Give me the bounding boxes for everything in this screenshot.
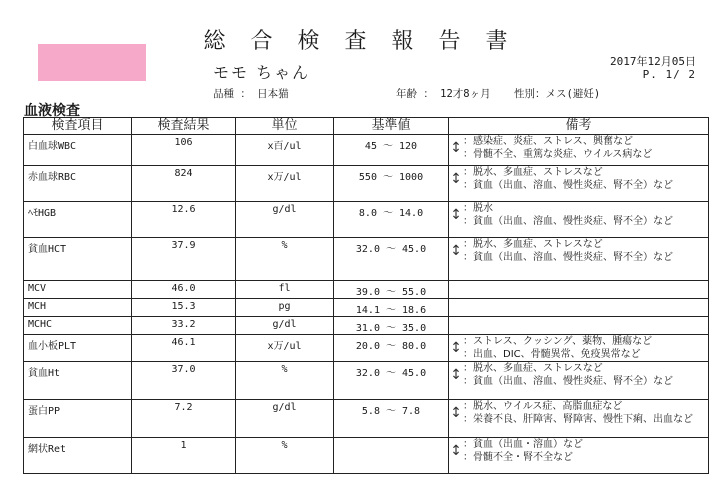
remarks <box>449 299 709 317</box>
table-header-row <box>24 118 709 135</box>
unit-text: % <box>281 440 288 451</box>
result-value-text: 37.0 <box>171 364 196 375</box>
result-value-text: 7.2 <box>174 402 193 413</box>
item-name <box>24 317 132 335</box>
reference-range-text: 14.1 ～ 18.6 <box>355 305 427 316</box>
item-name <box>24 335 132 362</box>
table-row <box>24 281 709 299</box>
unit-text: x百/ul <box>267 141 302 152</box>
section-title: 血液検査 <box>24 103 80 119</box>
reference-range <box>334 299 449 317</box>
reference-range <box>334 202 449 238</box>
remarks <box>449 281 709 299</box>
unit <box>236 299 334 317</box>
header-result: 検査結果 <box>132 118 236 135</box>
result-value <box>132 400 236 438</box>
unit-text: x万/ul <box>267 341 302 352</box>
remark-line: ：脱水 <box>463 203 493 214</box>
result-value-text: 15.3 <box>171 301 196 312</box>
result-value <box>132 299 236 317</box>
remark-line: ：脱水、多血症、ストレスなど <box>463 167 603 178</box>
remark-line: ：脱水、ウイルス症、高脂血症など <box>463 401 623 412</box>
remarks <box>449 166 709 202</box>
table-row <box>24 166 709 202</box>
table-row <box>24 335 709 362</box>
reference-range <box>334 166 449 202</box>
item-name <box>24 166 132 202</box>
item-name-text: MCHC <box>28 319 53 330</box>
reference-range <box>334 317 449 335</box>
age: 年齢 ： 12才8ヶ月 <box>396 88 491 100</box>
item-name-text: 蛋白PP <box>28 406 61 417</box>
table-row <box>24 202 709 238</box>
table-row <box>24 400 709 438</box>
result-value-text: 824 <box>174 168 193 179</box>
breed: 品種 ： 日本猫 <box>213 88 289 100</box>
reference-range-text: 550 ～ 1000 <box>358 172 424 183</box>
result-value-text: 46.0 <box>171 283 196 294</box>
item-name-text: 血小板PLT <box>28 341 77 352</box>
result-value <box>132 362 236 400</box>
reference-range-text: 32.0 ～ 45.0 <box>355 368 427 379</box>
header-range: 基準値 <box>334 118 449 135</box>
remark-line: ：貧血（出血、溶血、慢性炎症、腎不全）など <box>463 252 673 263</box>
up-down-arrow-icon: ↕ <box>450 405 462 421</box>
result-value <box>132 166 236 202</box>
remark-line: ：出血、DIC、骨髄異常、免疫異常など <box>463 349 641 360</box>
page-number: P. 1/ 2 <box>642 68 696 81</box>
unit-text: pg <box>278 301 291 312</box>
remarks <box>449 362 709 400</box>
result-value <box>132 135 236 166</box>
unit-text: % <box>281 240 288 251</box>
item-name-text: ﾍﾓHGB <box>28 208 57 219</box>
reference-range-text: 20.0 ～ 80.0 <box>355 341 427 352</box>
remark-line: ：脱水、多血症、ストレスなど <box>463 363 603 374</box>
result-value-text: 106 <box>174 137 193 148</box>
unit-text: x万/ul <box>267 172 302 183</box>
unit <box>236 202 334 238</box>
remark-line: ：貧血（出血、溶血、慢性炎症、腎不全）など <box>463 180 673 191</box>
remarks <box>449 202 709 238</box>
reference-range-text: 31.0 ～ 35.0 <box>355 323 427 334</box>
result-value <box>132 202 236 238</box>
result-value <box>132 238 236 281</box>
result-value <box>132 438 236 474</box>
reference-range-text: 32.0 ～ 45.0 <box>355 244 427 255</box>
remarks <box>449 400 709 438</box>
table-row <box>24 135 709 166</box>
unit <box>236 135 334 166</box>
unit-text: fl <box>278 283 291 294</box>
unit-text: g/dl <box>272 319 297 330</box>
result-value-text: 1 <box>180 440 187 451</box>
result-value-text: 37.9 <box>171 240 196 251</box>
remark-line: ：貧血（出血・溶血）など <box>463 439 583 450</box>
remark-line: ：骨髄不全、重篤な炎症、ウイルス病など <box>463 149 653 160</box>
remarks <box>449 335 709 362</box>
report-date: 2017年12月05日 <box>610 55 696 68</box>
header-remarks: 備考 <box>449 118 709 135</box>
up-down-arrow-icon: ↕ <box>450 140 462 156</box>
item-name <box>24 400 132 438</box>
reference-range <box>334 438 449 474</box>
item-name <box>24 202 132 238</box>
remark-line: ：ストレス、クッシング、薬物、腫瘍など <box>463 336 653 347</box>
remark-line: ：脱水、多血症、ストレスなど <box>463 239 603 250</box>
item-name <box>24 438 132 474</box>
result-value <box>132 317 236 335</box>
unit-text: g/dl <box>272 204 297 215</box>
unit <box>236 317 334 335</box>
unit <box>236 362 334 400</box>
remark-line: ：栄養不良、肝障害、腎障害、慢性下痢、出血など <box>463 414 693 425</box>
result-value-text: 46.1 <box>171 337 196 348</box>
table-row <box>24 238 709 281</box>
reference-range <box>334 362 449 400</box>
remarks <box>449 238 709 281</box>
reference-range-text <box>337 438 445 440</box>
item-name-text: 赤血球RBC <box>28 172 77 183</box>
patient-name: モモ ちゃん <box>213 63 311 82</box>
up-down-arrow-icon: ↕ <box>450 443 462 459</box>
unit <box>236 400 334 438</box>
item-name <box>24 362 132 400</box>
remark-line: ：貧血（出血、溶血、慢性炎症、腎不全）など <box>463 216 673 227</box>
up-down-arrow-icon: ↕ <box>450 207 462 223</box>
item-name <box>24 281 132 299</box>
item-name-text: MCV <box>28 283 47 294</box>
up-down-arrow-icon: ↕ <box>450 171 462 187</box>
unit-text: g/dl <box>272 402 297 413</box>
up-down-arrow-icon: ↕ <box>450 243 462 259</box>
item-name <box>24 135 132 166</box>
item-name-text: 貧血HCT <box>28 244 67 255</box>
result-value <box>132 281 236 299</box>
up-down-arrow-icon: ↕ <box>450 367 462 383</box>
table-row <box>24 362 709 400</box>
reference-range <box>334 281 449 299</box>
reference-range <box>334 335 449 362</box>
table-row <box>24 317 709 335</box>
remark-line: ：貧血（出血、溶血、慢性炎症、腎不全）など <box>463 376 673 387</box>
result-value-text: 33.2 <box>171 319 196 330</box>
reference-range <box>334 135 449 166</box>
unit <box>236 438 334 474</box>
remarks <box>449 135 709 166</box>
table-row <box>24 438 709 474</box>
up-down-arrow-icon: ↕ <box>450 340 462 356</box>
header-unit: 単位 <box>236 118 334 135</box>
item-name <box>24 299 132 317</box>
remarks <box>449 317 709 335</box>
reference-range <box>334 238 449 281</box>
item-name-text: 網状Ret <box>28 444 67 455</box>
unit <box>236 335 334 362</box>
unit <box>236 166 334 202</box>
unit-text: % <box>281 364 288 375</box>
item-name-text: MCH <box>28 301 47 312</box>
report-title: 総 合 検 査 報 告 書 <box>203 29 517 54</box>
reference-range-text: 8.0 ～ 14.0 <box>358 208 424 219</box>
item-name-text: 貧血Ht <box>28 368 61 379</box>
reference-range-text: 39.0 ～ 55.0 <box>355 287 427 298</box>
result-value-text: 12.6 <box>171 204 196 215</box>
sex: 性別：メス(避妊) <box>514 88 601 100</box>
reference-range <box>334 400 449 438</box>
reference-range-text: 45 ～ 120 <box>364 141 418 152</box>
remark-line: ：感染症、炎症、ストレス、興奮など <box>463 136 633 147</box>
reference-range-text: 5.8 ～ 7.8 <box>361 406 421 417</box>
blood-test-table <box>23 117 709 474</box>
result-value <box>132 335 236 362</box>
remark-line: ：骨髄不全・腎不全など <box>463 452 573 463</box>
item-name-text: 白血球WBC <box>28 141 77 152</box>
unit <box>236 238 334 281</box>
header-item: 検査項目 <box>24 118 132 135</box>
unit <box>236 281 334 299</box>
remarks <box>449 438 709 474</box>
table-row <box>24 299 709 317</box>
item-name <box>24 238 132 281</box>
